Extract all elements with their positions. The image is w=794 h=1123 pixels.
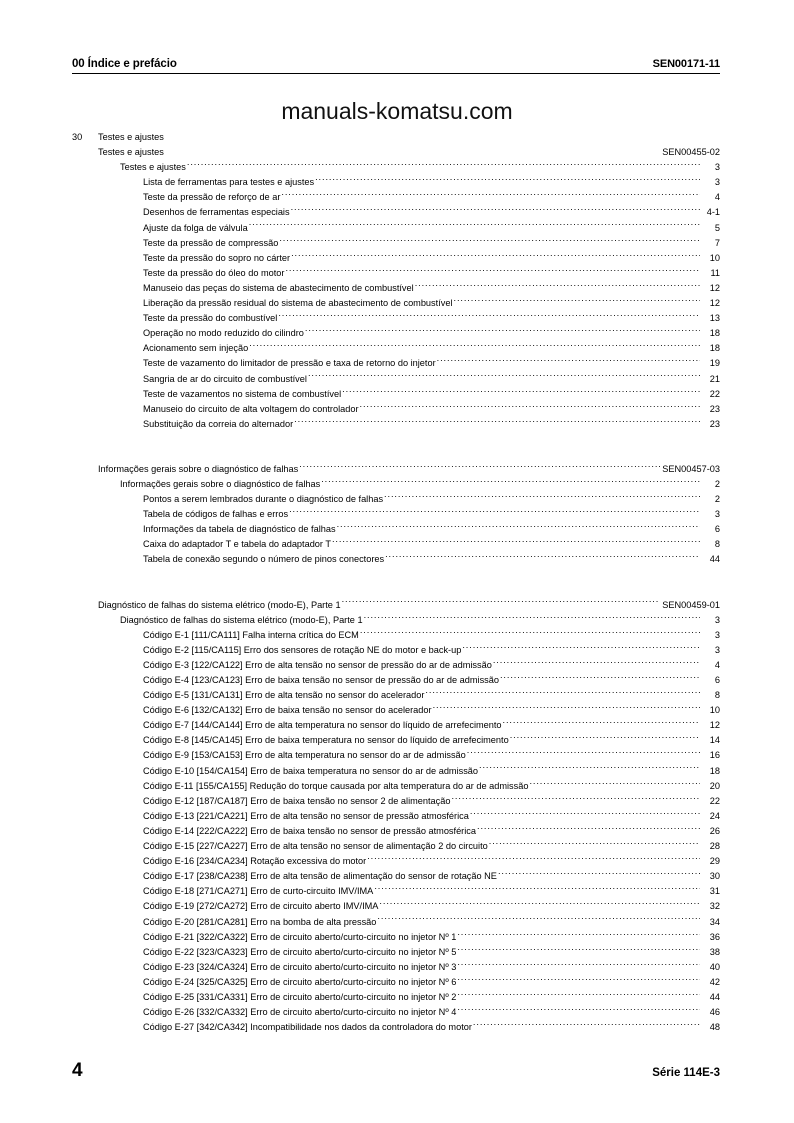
toc-entry[interactable] bbox=[72, 884, 720, 899]
toc-entry-page: 10 bbox=[709, 705, 720, 716]
dot-leader bbox=[342, 598, 661, 607]
toc-entry[interactable] bbox=[72, 522, 720, 537]
toc-entry[interactable] bbox=[72, 205, 720, 220]
toc-entry-label: Código E-20 [281/CA281] Erro na bomba de alta pressão bbox=[143, 916, 377, 927]
dot-leader bbox=[493, 659, 700, 668]
toc-entry-page: 23 bbox=[709, 403, 720, 414]
toc-entry[interactable] bbox=[72, 507, 720, 522]
toc-entry-page: 11 bbox=[710, 267, 720, 278]
dot-leader bbox=[451, 795, 700, 804]
toc-entry-page: 32 bbox=[709, 901, 720, 912]
dot-leader bbox=[377, 915, 700, 924]
dot-leader bbox=[467, 749, 700, 758]
toc-entry-label: Código E-26 [332/CA332] Erro de circuito aberto/curto-circuito no injetor Nº 4 bbox=[143, 1007, 457, 1018]
toc-entry[interactable] bbox=[72, 175, 720, 190]
toc-entry-label: Código E-1 [111/CA111] Falha interna crítica do ECM bbox=[143, 629, 359, 640]
toc-entry-page: 48 bbox=[709, 1022, 720, 1033]
toc-entry-label: Código E-7 [144/CA144] Erro de alta temperatura no sensor do líquido de arrefecimento bbox=[143, 720, 502, 731]
toc-entry[interactable] bbox=[72, 417, 720, 432]
toc-entry-label: Código E-14 [222/CA222] Erro de baixa tensão no sensor de pressão atmosférica bbox=[143, 825, 476, 836]
dot-leader bbox=[305, 327, 700, 336]
toc-group-heading bbox=[72, 130, 720, 145]
toc-entry-page: 10 bbox=[709, 252, 720, 263]
dot-leader bbox=[384, 493, 700, 502]
toc-entry-label: Código E-25 [331/CA331] Erro de circuito aberto/curto-circuito no injetor Nº 2 bbox=[143, 991, 457, 1002]
toc-entry-label: Código E-15 [227/CA227] Erro de alta tensão no sensor de alimentação 2 do circuito bbox=[143, 841, 488, 852]
toc-entry[interactable] bbox=[72, 658, 720, 673]
dot-leader bbox=[457, 930, 700, 939]
toc-entry-label: Testes e ajustes bbox=[98, 147, 164, 158]
toc-entry[interactable] bbox=[72, 854, 720, 869]
dot-leader bbox=[379, 900, 700, 909]
toc-entry-label: Operação no modo reduzido do cilindro bbox=[143, 328, 304, 339]
toc-entry-page: 7 bbox=[714, 237, 720, 248]
dot-leader bbox=[457, 991, 700, 1000]
toc-entry[interactable] bbox=[72, 809, 720, 824]
dot-leader bbox=[187, 161, 700, 170]
toc-entry[interactable] bbox=[72, 1005, 720, 1020]
toc-entry-page: 28 bbox=[709, 841, 720, 852]
toc-entry-page: 3 bbox=[714, 614, 720, 625]
dot-leader bbox=[510, 734, 700, 743]
toc-entry-page: 38 bbox=[709, 946, 720, 957]
toc-entry-label: Código E-23 [324/CA324] Erro de circuito aberto/curto-circuito no injetor Nº 3 bbox=[143, 961, 457, 972]
toc-entry-page: 21 bbox=[709, 373, 720, 384]
dot-leader bbox=[279, 236, 700, 245]
toc-entry[interactable] bbox=[72, 221, 720, 236]
page-footer bbox=[72, 1060, 720, 1082]
toc-entry-label: Teste da pressão do óleo do motor bbox=[143, 267, 285, 278]
dot-leader bbox=[385, 553, 700, 562]
dot-leader bbox=[457, 946, 700, 955]
toc-entry-label: Código E-21 [322/CA322] Erro de circuito aberto/curto-circuito no injetor Nº 1 bbox=[143, 931, 457, 942]
dot-leader bbox=[367, 855, 700, 864]
toc-entry-page: SEN00457-03 bbox=[662, 463, 720, 474]
running-header bbox=[72, 58, 720, 74]
toc-entry[interactable] bbox=[72, 251, 720, 266]
toc-entry-label: Testes e ajustes bbox=[120, 162, 186, 173]
dot-leader bbox=[342, 387, 700, 396]
toc-entry-label: Teste da pressão de reforço de ar bbox=[143, 192, 281, 203]
dot-leader bbox=[360, 403, 700, 412]
toc-entry-page: 22 bbox=[709, 795, 720, 806]
dot-leader bbox=[165, 146, 660, 155]
toc-entry[interactable] bbox=[72, 341, 720, 356]
toc-entry-page: 44 bbox=[709, 554, 720, 565]
toc-entry-label: Teste da pressão do sopro no cárter bbox=[143, 252, 291, 263]
toc-entry-label: Código E-22 [323/CA323] Erro de circuito aberto/curto-circuito no injetor Nº 5 bbox=[143, 946, 457, 957]
dot-leader bbox=[462, 644, 700, 653]
toc-entry-page: 23 bbox=[709, 418, 720, 429]
dot-leader bbox=[299, 463, 660, 472]
toc-entry-label: Código E-9 [153/CA153] Erro de alta temperatura no sensor do ar de admissão bbox=[143, 750, 466, 761]
toc-entry-page: 12 bbox=[709, 282, 720, 293]
toc-entry-label: Código E-13 [221/CA221] Erro de alta tensão no sensor de pressão atmosférica bbox=[143, 810, 469, 821]
toc-entry[interactable] bbox=[72, 552, 720, 567]
toc-entry-page: SEN00459-01 bbox=[662, 599, 720, 610]
toc-entry-page: 24 bbox=[709, 810, 720, 821]
footer-series: Série 114E-3 bbox=[652, 1067, 720, 1079]
toc-entry[interactable] bbox=[72, 326, 720, 341]
toc-entry[interactable] bbox=[72, 915, 720, 930]
dot-leader bbox=[470, 810, 700, 819]
toc-entry[interactable] bbox=[72, 930, 720, 945]
toc-entry[interactable] bbox=[72, 945, 720, 960]
section-spacer bbox=[72, 432, 720, 462]
dot-leader bbox=[308, 372, 700, 381]
toc-entry-page: SEN00455-02 bbox=[662, 147, 720, 158]
toc-entry-page: 44 bbox=[709, 991, 720, 1002]
toc-entry[interactable] bbox=[72, 492, 720, 507]
toc-entry-page: 4 bbox=[714, 192, 720, 203]
toc-entry-page: 34 bbox=[709, 916, 720, 927]
toc-section-heading[interactable] bbox=[72, 462, 720, 477]
toc-entry-label: Acionamento sem injeção bbox=[143, 343, 249, 354]
toc-entry[interactable] bbox=[72, 673, 720, 688]
dot-leader bbox=[503, 719, 700, 728]
dot-leader bbox=[294, 418, 700, 427]
toc-entry-page: 3 bbox=[714, 629, 720, 640]
toc-entry[interactable] bbox=[72, 869, 720, 884]
dot-leader bbox=[437, 357, 700, 366]
toc-entry-label: Código E-11 [155/CA155] Redução do torque causada por alta temperatura do ar de admissão bbox=[143, 780, 529, 791]
dot-leader bbox=[529, 779, 700, 788]
watermark-text: manuals-komatsu.com bbox=[281, 98, 513, 124]
toc-entry-page: 42 bbox=[709, 976, 720, 987]
section-spacer bbox=[72, 568, 720, 598]
toc-entry-page: 22 bbox=[709, 388, 720, 399]
toc-entry[interactable] bbox=[72, 628, 720, 643]
toc-entry-label: Código E-27 [342/CA342] Incompatibilidade nos dados da controladora do motor bbox=[143, 1022, 472, 1033]
toc-entry-page: 2 bbox=[714, 478, 720, 489]
toc-entry-label: Teste da pressão de compressão bbox=[143, 237, 279, 248]
toc-entry-label: Código E-8 [145/CA145] Erro de baixa temperatura no sensor do líquido de arrefecimento bbox=[143, 735, 509, 746]
table-of-contents bbox=[72, 130, 720, 1035]
dot-leader bbox=[321, 478, 700, 487]
toc-entry-page: 13 bbox=[709, 313, 720, 324]
toc-entry[interactable] bbox=[72, 190, 720, 205]
toc-entry-label: Tabela de conexão segundo o número de pinos conectores bbox=[143, 554, 385, 565]
toc-entry[interactable] bbox=[72, 703, 720, 718]
toc-entry[interactable] bbox=[72, 779, 720, 794]
toc-entry[interactable] bbox=[72, 975, 720, 990]
toc-entry[interactable] bbox=[72, 733, 720, 748]
toc-entry[interactable] bbox=[72, 899, 720, 914]
dot-leader bbox=[457, 961, 700, 970]
toc-entry[interactable] bbox=[72, 839, 720, 854]
toc-entry[interactable] bbox=[72, 296, 720, 311]
toc-entry-page: 12 bbox=[709, 720, 720, 731]
toc-entry[interactable] bbox=[72, 387, 720, 402]
toc-entry-page: 6 bbox=[714, 524, 720, 535]
toc-entry-label: Código E-17 [238/CA238] Erro de alta tensão de alimentação do sensor de rotação NE bbox=[143, 871, 497, 882]
dot-leader bbox=[332, 538, 700, 547]
toc-entry-label: Ajuste da folga de válvula bbox=[143, 222, 248, 233]
toc-entry-page: 3 bbox=[714, 509, 720, 520]
dot-leader bbox=[489, 840, 700, 849]
toc-entry-page: 2 bbox=[714, 494, 720, 505]
toc-entry-label: Substituição da correia do alternador bbox=[143, 418, 294, 429]
toc-entry[interactable] bbox=[72, 236, 720, 251]
toc-entry-label: Código E-12 [187/CA187] Erro de baixa tensão no sensor 2 de alimentação bbox=[143, 795, 451, 806]
toc-entry-label: Lista de ferramentas para testes e ajustes bbox=[143, 177, 315, 188]
toc-entry[interactable] bbox=[72, 311, 720, 326]
dot-leader bbox=[425, 689, 700, 698]
toc-entry-label: Caixa do adaptador T e tabela do adaptador T bbox=[143, 539, 331, 550]
toc-entry[interactable] bbox=[72, 990, 720, 1005]
dot-leader bbox=[360, 629, 700, 638]
toc-entry-page: 30 bbox=[709, 871, 720, 882]
dot-leader bbox=[315, 176, 700, 185]
toc-entry-page: 4-1 bbox=[706, 207, 720, 218]
toc-group-number: 30 bbox=[72, 132, 83, 142]
toc-entry-label: Código E-4 [123/CA123] Erro de baixa tensão no sensor de pressão do ar de admissão bbox=[143, 675, 499, 685]
toc-entry-label: Manuseio das peças do sistema de abastecimento de combustível bbox=[143, 282, 414, 293]
toc-entry-page: 16 bbox=[709, 750, 720, 761]
toc-entry-page: 12 bbox=[709, 298, 720, 309]
toc-entry-label: Código E-24 [325/CA325] Erro de circuito aberto/curto-circuito no injetor Nº 6 bbox=[143, 976, 457, 987]
dot-leader bbox=[364, 613, 700, 622]
toc-entry-label: Teste de vazamento do limitador de pressão e taxa de retorno do injetor bbox=[143, 358, 436, 369]
toc-entry-page: 5 bbox=[714, 222, 720, 233]
dot-leader bbox=[291, 206, 700, 215]
toc-entry-page: 3 bbox=[714, 162, 720, 173]
toc-entry-label: Manuseio do circuito de alta voltagem do controlador bbox=[143, 403, 359, 414]
toc-entry-label: Teste de vazamentos no sistema de combustível bbox=[143, 388, 342, 399]
toc-entry[interactable] bbox=[72, 688, 720, 703]
toc-entry-page: 4 bbox=[714, 659, 720, 670]
toc-entry-label: Código E-10 [154/CA154] Erro de baixa temperatura no sensor do ar de admissão bbox=[143, 765, 479, 776]
toc-section-heading[interactable] bbox=[72, 598, 720, 613]
toc-entry-label: Informações gerais sobre o diagnóstico de falhas bbox=[98, 463, 299, 474]
toc-entry[interactable] bbox=[72, 960, 720, 975]
toc-entry[interactable] bbox=[72, 764, 720, 779]
toc-entry-label: Pontos a serem lembrados durante o diagnóstico de falhas bbox=[143, 494, 384, 505]
toc-entry-page: 8 bbox=[714, 539, 720, 550]
toc-entry-label: Diagnóstico de falhas do sistema elétrico (modo-E), Parte 1 bbox=[98, 599, 341, 610]
toc-entry[interactable] bbox=[72, 266, 720, 281]
toc-entry-label: Código E-18 [271/CA271] Erro de curto-circuito IMV/IMA bbox=[143, 886, 374, 897]
dot-leader bbox=[249, 342, 700, 351]
dot-leader bbox=[278, 312, 700, 321]
toc-entry-label: Código E-6 [132/CA132] Erro de baixa tensão no sensor do acelerador bbox=[143, 705, 432, 716]
toc-entry[interactable] bbox=[72, 281, 720, 296]
toc-entry[interactable] bbox=[72, 1020, 720, 1035]
dot-leader bbox=[285, 267, 700, 276]
toc-entry-label: Diagnóstico de falhas do sistema elétrico (modo-E), Parte 1 bbox=[120, 614, 363, 625]
toc-entry-page: 29 bbox=[709, 856, 720, 867]
toc-entry-page: 8 bbox=[714, 690, 720, 701]
toc-entry-label: Informações da tabela de diagnóstico de falhas bbox=[143, 524, 336, 535]
toc-entry[interactable] bbox=[72, 402, 720, 417]
toc-entry-page: 36 bbox=[709, 931, 720, 942]
toc-group-title: Testes e ajustes bbox=[98, 132, 164, 142]
toc-entry[interactable] bbox=[72, 718, 720, 733]
dot-leader bbox=[433, 704, 700, 713]
toc-entry-page: 19 bbox=[709, 358, 720, 369]
toc-entry[interactable] bbox=[72, 643, 720, 658]
toc-entry-page: 20 bbox=[709, 780, 720, 791]
dot-leader bbox=[479, 764, 700, 773]
dot-leader bbox=[289, 508, 700, 517]
dot-leader bbox=[457, 1006, 700, 1015]
toc-subsection-heading[interactable] bbox=[72, 160, 720, 175]
dot-leader bbox=[415, 282, 700, 291]
dot-leader bbox=[454, 297, 701, 306]
toc-entry-label: Código E-3 [122/CA122] Erro de alta tensão no sensor de pressão do ar de admissão bbox=[143, 659, 492, 670]
toc-entry-page: 18 bbox=[709, 765, 720, 776]
toc-entry-page: 14 bbox=[709, 735, 720, 746]
toc-entry-page: 3 bbox=[714, 177, 720, 188]
dot-leader bbox=[500, 674, 700, 683]
toc-entry-label: Liberação da pressão residual do sistema de abastecimento de combustível bbox=[143, 298, 453, 309]
dot-leader bbox=[498, 870, 700, 879]
toc-entry-page: 31 bbox=[709, 886, 720, 897]
toc-entry-label: Sangria de ar do circuito de combustível bbox=[143, 373, 307, 384]
toc-entry-page: 46 bbox=[709, 1007, 720, 1018]
toc-entry[interactable] bbox=[72, 537, 720, 552]
dot-leader bbox=[374, 885, 700, 894]
toc-entry-page: 26 bbox=[709, 825, 720, 836]
dot-leader bbox=[477, 825, 700, 834]
toc-subsection-heading[interactable] bbox=[72, 477, 720, 492]
toc-entry-page: 40 bbox=[709, 961, 720, 972]
toc-entry-label: Informações gerais sobre o diagnóstico de falhas bbox=[120, 478, 321, 489]
dot-leader bbox=[473, 1021, 700, 1030]
toc-entry[interactable] bbox=[72, 794, 720, 809]
dot-leader bbox=[457, 976, 700, 985]
toc-entry-label: Teste da pressão do combustível bbox=[143, 313, 278, 324]
toc-entry-page: 3 bbox=[714, 644, 720, 655]
toc-entry[interactable] bbox=[72, 356, 720, 371]
toc-entry-page: 18 bbox=[709, 328, 720, 339]
toc-section-heading[interactable] bbox=[72, 145, 720, 160]
dot-leader bbox=[249, 221, 700, 230]
dot-leader bbox=[291, 252, 700, 261]
toc-entry-label: Código E-19 [272/CA272] Erro de circuito aberto IMV/IMA bbox=[143, 901, 379, 912]
toc-entry[interactable] bbox=[72, 748, 720, 763]
toc-entry-label: Código E-5 [131/CA131] Erro de alta tensão no sensor do acelerador bbox=[143, 690, 425, 701]
dot-leader bbox=[337, 523, 700, 532]
toc-entry-label: Código E-2 [115/CA115] Erro dos sensores de rotação NE do motor e back-up bbox=[143, 644, 462, 655]
footer-page-number: 4 bbox=[72, 1060, 83, 1081]
toc-entry-label: Tabela de códigos de falhas e erros bbox=[143, 509, 289, 520]
toc-entry[interactable] bbox=[72, 824, 720, 839]
toc-entry-page: 6 bbox=[714, 675, 720, 685]
toc-entry[interactable] bbox=[72, 372, 720, 387]
running-header-document-code: SEN00171-11 bbox=[652, 58, 720, 70]
toc-entry-label: Desenhos de ferramentas especiais bbox=[143, 207, 290, 218]
toc-subsection-heading[interactable] bbox=[72, 613, 720, 628]
running-header-title: 00 Índice e prefácio bbox=[72, 58, 177, 70]
toc-entry-page: 18 bbox=[709, 343, 720, 354]
dot-leader bbox=[281, 191, 700, 200]
toc-entry-label: Código E-16 [234/CA234] Rotação excessiva do motor bbox=[143, 856, 367, 867]
